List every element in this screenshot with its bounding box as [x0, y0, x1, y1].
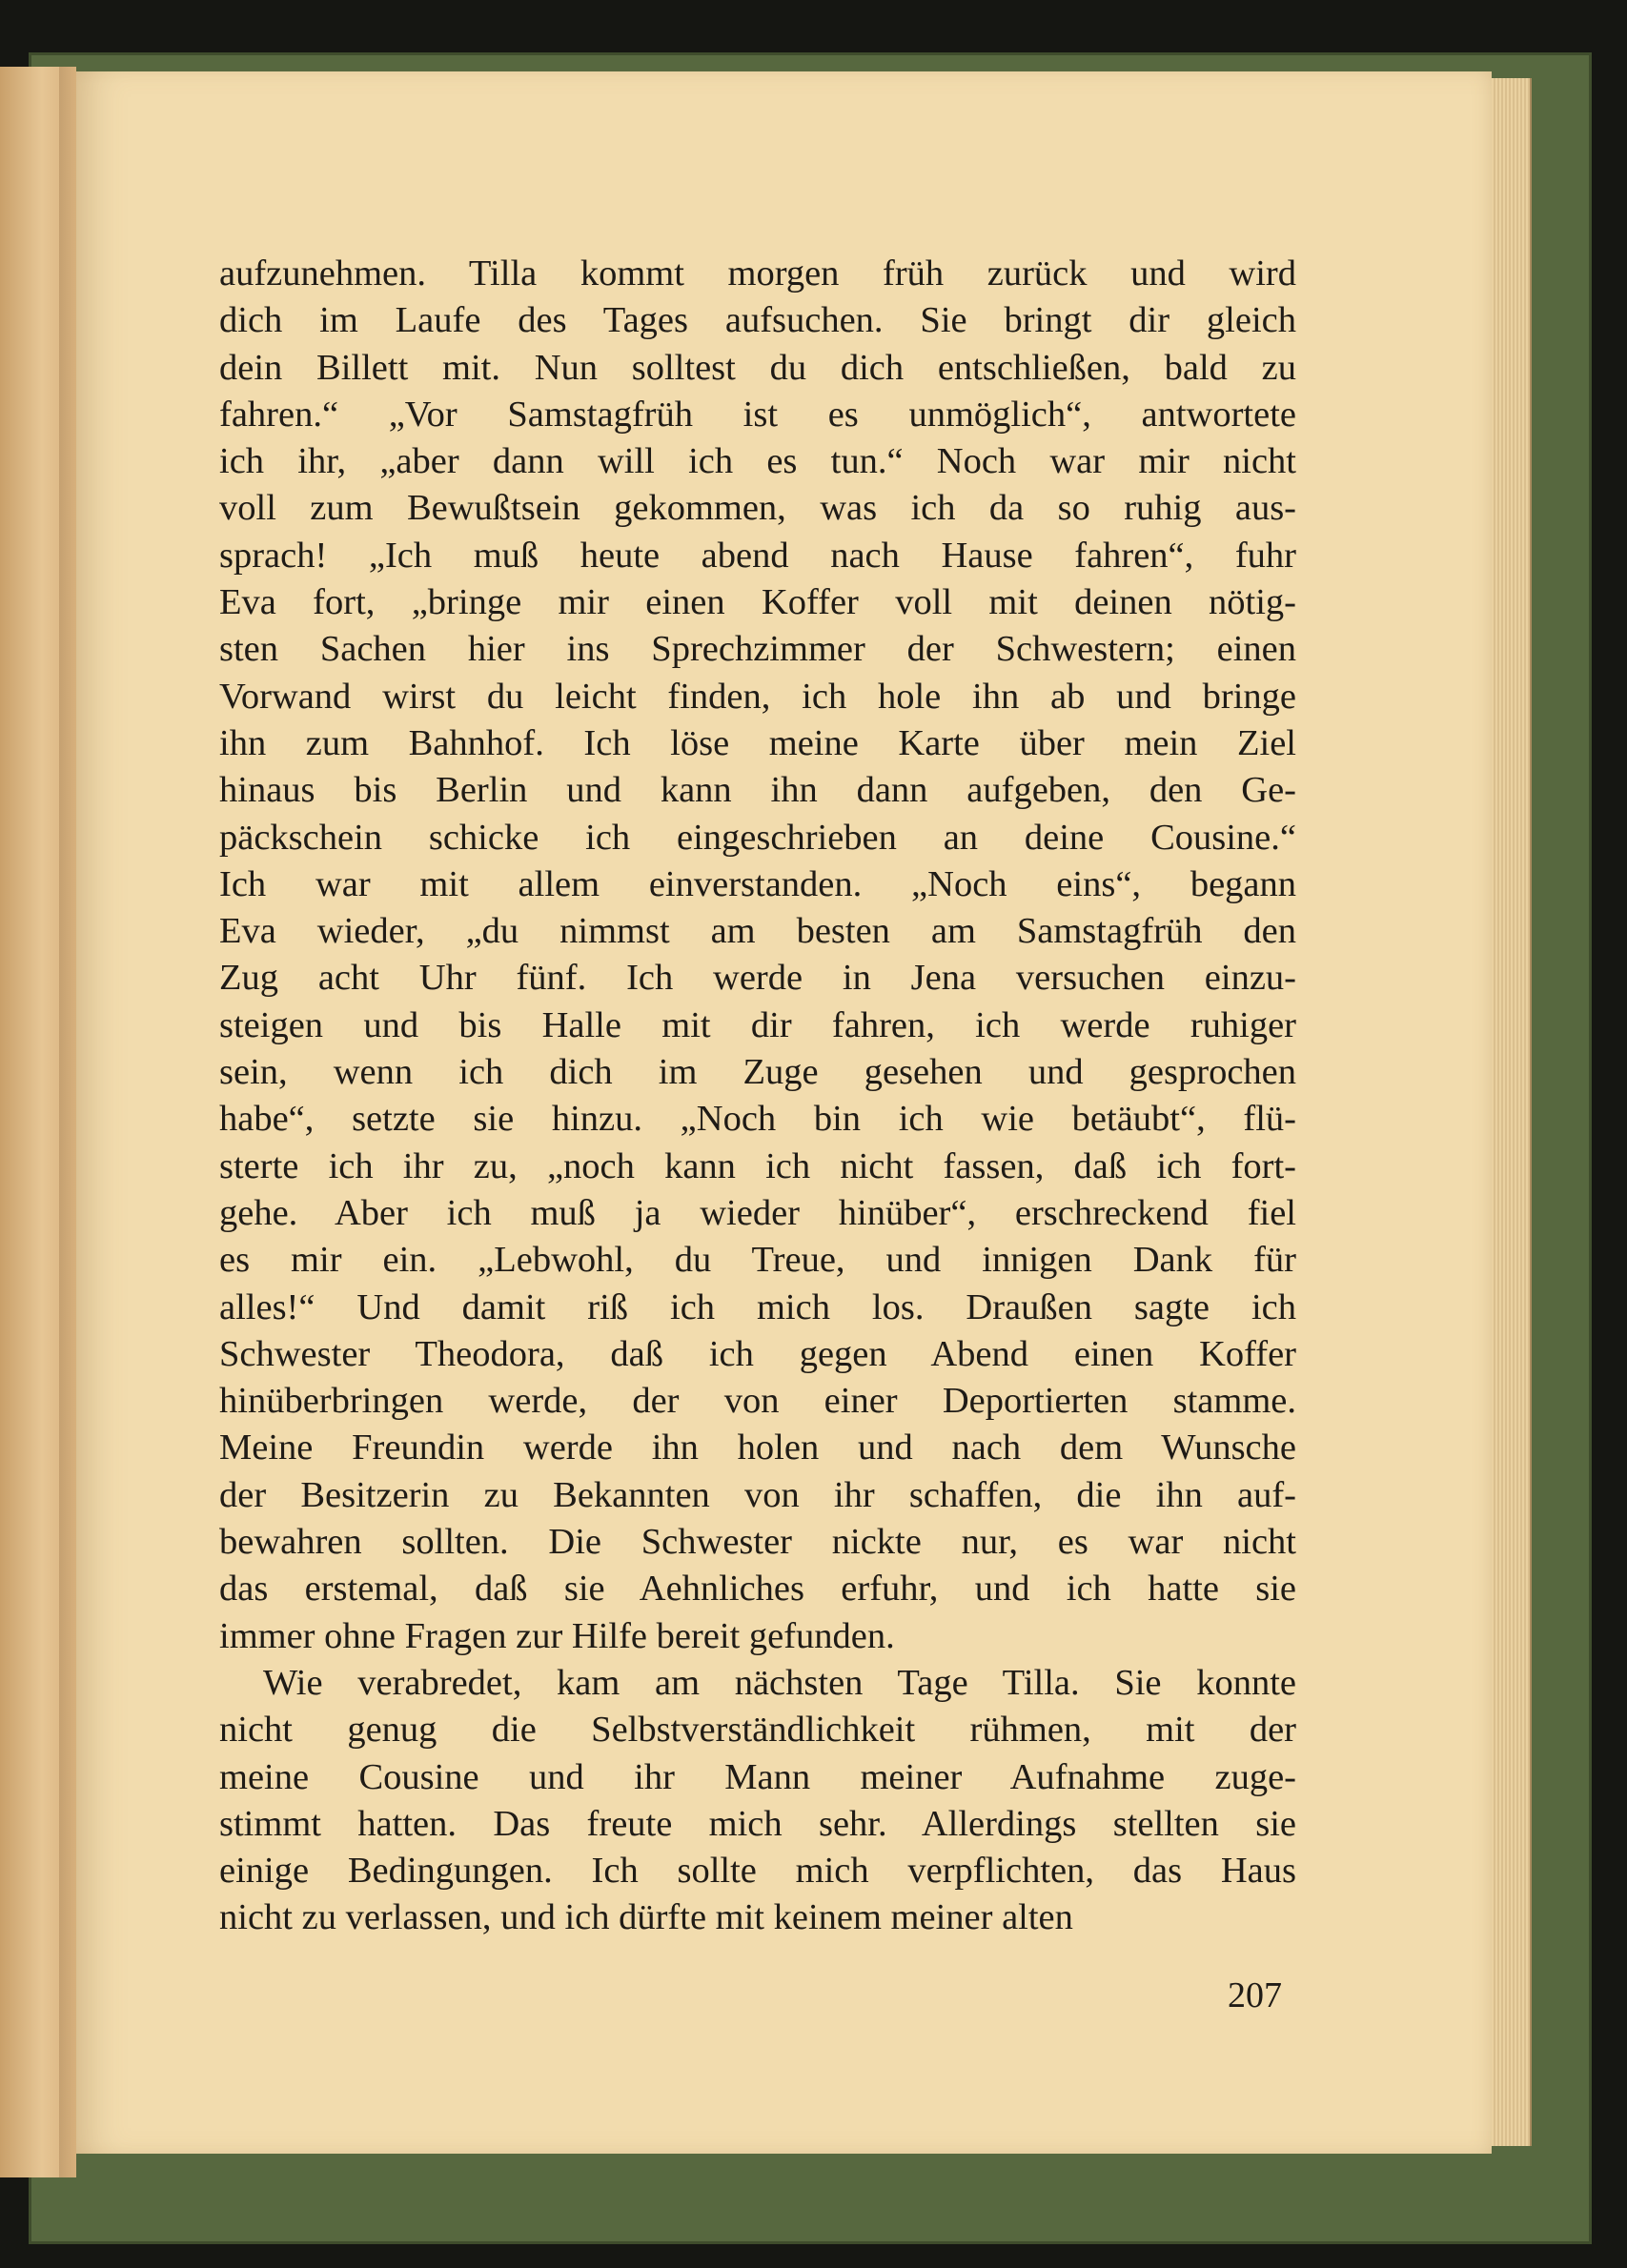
paragraph — [219, 1660, 1296, 1942]
text-line: habe“, setzte sie hinzu. „Noch bin ich wie betäubt“, flü- — [219, 1099, 1296, 1140]
text-line: sterte ich ihr zu, „noch kann ich nicht fassen, daß ich fort- — [219, 1145, 1296, 1186]
text-line: ich ihr, „aber dann will ich es tun.“ Noch war mir nicht — [219, 441, 1296, 482]
text-line: es mir ein. „Lebwohl, du Treue, und innigen Dank für — [219, 1240, 1296, 1281]
paragraph — [219, 251, 1296, 1660]
text-line: ihn zum Bahnhof. Ich löse meine Karte über mein Ziel — [219, 722, 1296, 763]
text-line: steigen und bis Halle mit dir fahren, ich werde ruhiger — [219, 1004, 1296, 1045]
body-text — [219, 251, 1296, 1942]
text-line: Wie verabredet, kam am nächsten Tage Tilla. Sie konnte — [263, 1662, 1296, 1703]
text-line: nicht genug die Selbstverständlichkeit rühmen, mit der — [219, 1710, 1296, 1751]
text-line: aufzunehmen. Tilla kommt morgen früh zurück und wird — [219, 253, 1296, 294]
text-line: meine Cousine und ihr Mann meiner Aufnahme zuge- — [219, 1756, 1296, 1797]
text-line: Eva fort, „bringe mir einen Koffer voll mit deinen nötig- — [219, 582, 1296, 623]
text-line: Schwester Theodora, daß ich gegen Abend einen Koffer — [219, 1333, 1296, 1374]
text-line: sein, wenn ich dich im Zuge gesehen und gesprochen — [219, 1052, 1296, 1093]
text-line: immer ohne Fragen zur Hilfe bereit gefunden. — [219, 1615, 895, 1656]
gutter-shadow — [59, 67, 76, 2177]
text-line: hinüberbringen werde, der von einer Deportierten stamme. — [219, 1381, 1296, 1422]
text-line: stimmt hatten. Das freute mich sehr. Allerdings stellten sie — [219, 1803, 1296, 1844]
text-line: sprach! „Ich muß heute abend nach Hause fahren“, fuhr — [219, 535, 1296, 576]
text-line: dein Billett mit. Nun solltest du dich entschließen, bald zu — [219, 347, 1296, 388]
text-line: Vorwand wirst du leicht finden, ich hole ihn ab und bringe — [219, 676, 1296, 717]
text-line: das erstemal, daß sie Aehnliches erfuhr, und ich hatte sie — [219, 1569, 1296, 1610]
page-number: 207 — [1228, 1975, 1282, 2015]
text-line: nicht zu verlassen, und ich dürfte mit keinem meiner alten — [219, 1897, 1073, 1938]
page-edges — [1492, 78, 1532, 2146]
text-line: hinaus bis Berlin und kann ihn dann aufgeben, den Ge- — [219, 770, 1296, 811]
text-line: päckschein schicke ich eingeschrieben an deine Cousine.“ — [219, 817, 1296, 858]
text-line: Eva wieder, „du nimmst am besten am Samstagfrüh den — [219, 911, 1296, 952]
text-line: Zug acht Uhr fünf. Ich werde in Jena versuchen einzu- — [219, 958, 1296, 999]
text-line: voll zum Bewußtsein gekommen, was ich da so ruhig aus- — [219, 488, 1296, 529]
text-line: Meine Freundin werde ihn holen und nach dem Wunsche — [219, 1428, 1296, 1468]
text-line: einige Bedingungen. Ich sollte mich verpflichten, das Haus — [219, 1851, 1296, 1892]
text-line: der Besitzerin zu Bekannten von ihr schaffen, die ihn auf- — [219, 1474, 1296, 1515]
text-line: Ich war mit allem einverstanden. „Noch eins“, begann — [219, 863, 1296, 904]
text-line: bewahren sollten. Die Schwester nickte nur, es war nicht — [219, 1522, 1296, 1563]
text-line: sten Sachen hier ins Sprechzimmer der Schwestern; einen — [219, 629, 1296, 670]
text-line: gehe. Aber ich muß ja wieder hinüber“, erschreckend fiel — [219, 1192, 1296, 1233]
text-line: fahren.“ „Vor Samstagfrüh ist es unmöglich“, antwortete — [219, 394, 1296, 435]
text-line: dich im Laufe des Tages aufsuchen. Sie bringt dir gleich — [219, 300, 1296, 341]
text-line: alles!“ Und damit riß ich mich los. Draußen sagte ich — [219, 1286, 1296, 1327]
